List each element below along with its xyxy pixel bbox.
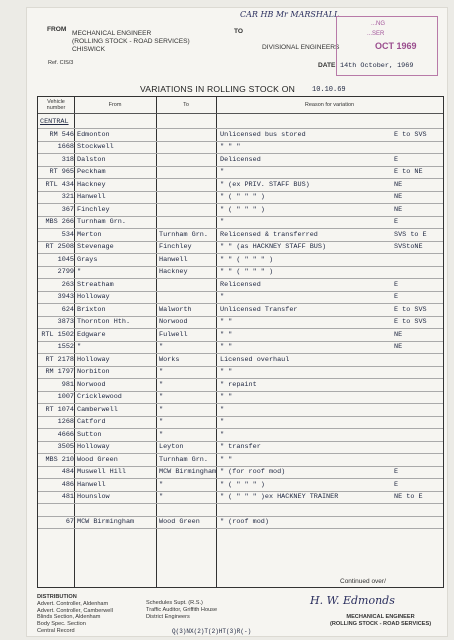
- from-cell: Stockwell: [77, 143, 114, 151]
- distribution-list: [37, 594, 113, 635]
- to-cell: Fulwell: [159, 330, 188, 339]
- table-row: [38, 429, 443, 441]
- table-row: [38, 391, 443, 403]
- to-cell: Norwood: [159, 318, 188, 326]
- to-cell: Leyton: [159, 443, 184, 451]
- vehicle-number-cell: 318: [61, 155, 74, 164]
- distribution-list-2: [146, 600, 217, 620]
- reason-cell: " " ": [220, 143, 241, 151]
- table-row: [38, 141, 443, 153]
- stamp-line-2: ...SER: [367, 31, 385, 37]
- vehicle-number-cell: 481: [61, 493, 74, 501]
- signature: H. W. Edmonds: [310, 594, 395, 607]
- table-row: [38, 166, 443, 178]
- reason-cell: ": [220, 418, 225, 426]
- vehicle-number-cell: 1552: [57, 343, 74, 351]
- vehicle-number-cell: RM 1797: [45, 368, 74, 376]
- status-code-cell: SVS to E: [394, 230, 427, 239]
- from-cell: Hanwell: [77, 193, 106, 201]
- reason-cell: " transfer: [220, 443, 261, 451]
- status-code-cell: NE to E: [394, 493, 423, 501]
- reason-cell: ": [220, 293, 225, 301]
- from-cell: Stevenage: [77, 243, 114, 251]
- reason-cell: Delicensed: [220, 155, 261, 164]
- to-cell: ": [159, 343, 164, 351]
- status-code-cell: NE: [394, 343, 403, 351]
- table-row: [38, 479, 443, 491]
- handwritten-code: Q(3)NX(2)T(2)HT(3)R(-): [172, 628, 252, 635]
- from-cell: Brixton: [77, 305, 106, 314]
- distribution-item: Schedules Supt. (R.S.): [146, 600, 203, 606]
- status-code-cell: E to SVS: [394, 130, 427, 139]
- from-cell: MCW Birmingham: [77, 518, 135, 526]
- reason-cell: " (ex PRIV. STAFF BUS): [220, 180, 310, 189]
- reason-cell: Relicensed & transferred: [220, 230, 318, 239]
- status-code-cell: E: [394, 280, 399, 289]
- distribution-item: Body Spec. Section: [37, 621, 86, 628]
- from-cell: Edgware: [77, 330, 106, 339]
- from-cell: Sutton: [77, 430, 102, 439]
- vehicle-number-cell: RT 965: [49, 168, 74, 176]
- distribution-item: Blinds Section, Aldenham: [37, 614, 101, 621]
- stamp-line-1: ...NG: [371, 21, 386, 27]
- to-cell: ": [159, 368, 164, 376]
- reason-cell: " ( " " " ): [220, 205, 265, 214]
- table-row: [38, 379, 443, 391]
- reason-cell: " ": [220, 330, 233, 339]
- vehicle-number-cell: MBS 266: [45, 218, 74, 226]
- stamp-date: OCT 1969: [375, 41, 417, 51]
- to-cell: ": [159, 493, 164, 501]
- to-cell: Wood Green: [159, 518, 200, 526]
- status-code-cell: E to SVS: [394, 318, 427, 326]
- from-cell: Norbiton: [77, 368, 110, 376]
- table-row: [38, 191, 443, 203]
- vehicle-number-cell: 1007: [57, 393, 74, 401]
- reason-cell: Unlicensed Transfer: [220, 305, 298, 314]
- table-row: [38, 291, 443, 303]
- continued-note: Continued over/: [340, 578, 386, 585]
- from-cell: Thornton Hth.: [77, 318, 131, 326]
- from-cell: CENTRAL: [40, 118, 69, 126]
- status-code-cell: E to SVS: [394, 305, 427, 314]
- from-line-1: MECHANICAL ENGINEER: [72, 30, 152, 37]
- status-code-cell: E: [394, 218, 399, 226]
- distribution-item: Traffic Auditor, Griffith House: [146, 606, 218, 613]
- reason-cell: " " (as HACKNEY STAFF BUS): [220, 243, 327, 251]
- table-row: [38, 279, 443, 291]
- row-divider: [38, 528, 443, 529]
- to-cell: ": [159, 380, 164, 389]
- col-header-from: From: [108, 102, 122, 108]
- to-cell: ": [159, 393, 164, 401]
- status-code-cell: E: [394, 155, 399, 164]
- reason-cell: ": [220, 218, 225, 226]
- from-cell: Holloway: [77, 355, 110, 364]
- table-row: [38, 504, 443, 516]
- from-cell: Finchley: [77, 205, 110, 214]
- vehicle-number-cell: RTL 1502: [41, 330, 74, 339]
- table-row: [38, 441, 443, 453]
- status-code-cell: E: [394, 480, 399, 489]
- from-line-2: (ROLLING STOCK - ROAD SERVICES): [72, 38, 190, 45]
- table-row: [38, 516, 443, 528]
- vehicle-number-cell: RT 2178: [45, 355, 74, 364]
- from-cell: ": [77, 268, 82, 276]
- vehicle-number-cell: 624: [61, 305, 74, 314]
- signatory-line-1: MECHANICAL ENGINEER: [346, 614, 415, 620]
- signatory-title: [330, 614, 431, 628]
- vehicle-number-cell: 1045: [57, 255, 74, 264]
- reason-cell: " repaint: [220, 380, 257, 389]
- table-row: [38, 216, 443, 228]
- from-cell: Camberwell: [77, 405, 118, 414]
- received-stamp: [336, 16, 438, 76]
- status-code-cell: NE: [394, 193, 403, 201]
- table-row: [38, 329, 443, 341]
- table-row: [38, 341, 443, 353]
- to-recipient: DIVISIONAL ENGINEERS: [262, 44, 340, 51]
- from-cell: Grays: [77, 255, 98, 264]
- from-cell: Wood Green: [77, 455, 118, 464]
- vehicle-number-cell: 321: [61, 193, 74, 201]
- table-row: [38, 241, 443, 253]
- vehicle-number-cell: RT 2508: [45, 243, 74, 251]
- reason-cell: ": [220, 168, 225, 176]
- reason-cell: " ": [220, 393, 233, 401]
- table-row: [38, 304, 443, 316]
- to-cell: Turnham Grn.: [159, 230, 208, 239]
- vehicle-number-cell: RTL 434: [45, 180, 74, 189]
- to-cell: ": [159, 418, 164, 426]
- variations-table: [37, 96, 444, 588]
- from-cell: Catford: [77, 418, 106, 426]
- table-row: [38, 204, 443, 216]
- distribution-item: Advert. Controller, Aldenham: [37, 600, 109, 607]
- from-cell: Streatham: [77, 280, 114, 289]
- table-row: [38, 354, 443, 366]
- date-value: 14th October, 1969: [340, 62, 414, 70]
- table-row: [38, 154, 443, 166]
- vehicle-number-cell: 3943: [57, 293, 74, 301]
- distribution-item: District Engineers: [146, 613, 190, 620]
- from-cell: Muswell Hill: [77, 468, 126, 476]
- to-cell: Walworth: [159, 305, 192, 314]
- status-code-cell: SVStoNE: [394, 243, 423, 251]
- to-label: TO: [234, 28, 244, 35]
- date-label: DATE: [318, 62, 336, 69]
- table-row: [38, 491, 443, 503]
- distribution-label: DISTRIBUTION: [37, 594, 77, 600]
- col-header-reason: Reason for variation: [304, 102, 355, 108]
- table-row: [38, 116, 443, 128]
- reason-cell: Licensed overhaul: [220, 355, 290, 364]
- from-cell: ": [77, 343, 82, 351]
- to-cell: Turnham Grn.: [159, 455, 208, 464]
- table-row: [38, 404, 443, 416]
- from-cell: Holloway: [77, 293, 110, 301]
- vehicle-number-cell: MBS 210: [45, 455, 74, 464]
- to-cell: Hanwell: [159, 255, 188, 264]
- table-row: [38, 179, 443, 191]
- signatory-line-2: (ROLLING STOCK - ROAD SERVICES): [330, 620, 432, 627]
- status-code-cell: NE: [394, 330, 403, 339]
- document-title-date: 10.10.69: [312, 86, 346, 94]
- from-cell: Hounslow: [77, 493, 110, 501]
- reason-cell: " ( " " " )ex HACKNEY TRAINER: [220, 493, 339, 501]
- reason-cell: " ( " " " ): [220, 480, 265, 489]
- to-cell: Finchley: [159, 243, 192, 251]
- reason-cell: " " ( " " " ): [220, 255, 274, 264]
- document-title: VARIATIONS IN ROLLING STOCK ON: [140, 84, 295, 94]
- vehicle-number-cell: 981: [61, 380, 74, 389]
- vehicle-number-cell: 486: [61, 480, 74, 489]
- table-row: [38, 266, 443, 278]
- to-cell: Works: [159, 355, 180, 364]
- to-cell: MCW Birmingham: [159, 468, 217, 476]
- table-row: [38, 416, 443, 428]
- table-row: [38, 129, 443, 141]
- from-label: FROM: [47, 26, 67, 33]
- from-address: [72, 30, 190, 54]
- to-cell: ": [159, 430, 164, 439]
- reason-cell: ": [220, 405, 225, 414]
- status-code-cell: E to NE: [394, 168, 423, 176]
- from-line-3: CHISWICK: [72, 46, 105, 53]
- from-cell: Turnham Grn.: [77, 218, 126, 226]
- reason-cell: " (for roof mod): [220, 468, 286, 476]
- vehicle-number-cell: 2799: [57, 268, 74, 276]
- col-header-to: To: [183, 102, 189, 108]
- from-cell: Norwood: [77, 380, 106, 389]
- vehicle-number-cell: 4666: [57, 430, 74, 439]
- vehicle-number-cell: 1668: [57, 143, 74, 151]
- col-header-vehicle-number: Vehicle number: [46, 99, 66, 111]
- from-cell: Cricklewood: [77, 393, 122, 401]
- vehicle-number-cell: 3505: [57, 443, 74, 451]
- vehicle-number-cell: RM 546: [49, 130, 74, 139]
- from-cell: Hackney: [77, 180, 106, 189]
- to-cell: ": [159, 480, 164, 489]
- header-divider: [38, 113, 443, 114]
- table-row: [38, 366, 443, 378]
- reason-cell: Relicensed: [220, 280, 261, 289]
- reason-cell: ": [220, 430, 225, 439]
- status-code-cell: E: [394, 468, 399, 476]
- reason-cell: " (roof mod): [220, 518, 269, 526]
- from-cell: Dalston: [77, 155, 106, 164]
- reason-cell: " ": [220, 455, 233, 464]
- vehicle-number-cell: 1268: [57, 418, 74, 426]
- vehicle-number-cell: 3873: [57, 318, 74, 326]
- from-cell: Hanwell: [77, 480, 106, 489]
- status-code-cell: NE: [394, 205, 403, 214]
- table-row: [38, 254, 443, 266]
- reason-cell: " " ( " " " ): [220, 268, 274, 276]
- from-cell: Merton: [77, 230, 102, 239]
- from-cell: Peckham: [77, 168, 106, 176]
- table-row: [38, 229, 443, 241]
- distribution-item: Central Record: [37, 627, 75, 634]
- table-row: [38, 454, 443, 466]
- vehicle-number-cell: 367: [61, 205, 74, 214]
- vehicle-number-cell: 67: [65, 518, 74, 526]
- status-code-cell: NE: [394, 180, 403, 189]
- reason-cell: " ": [220, 318, 233, 326]
- reason-cell: Unlicensed bus stored: [220, 130, 306, 139]
- to-cell: Hackney: [159, 268, 188, 276]
- vehicle-number-cell: 484: [61, 468, 74, 476]
- vehicle-number-cell: 534: [61, 230, 74, 239]
- status-code-cell: E: [394, 293, 399, 301]
- from-cell: Holloway: [77, 443, 110, 451]
- vehicle-number-cell: RT 1074: [45, 405, 74, 414]
- distribution-item: Advert. Controller, Camberwell: [37, 607, 113, 614]
- table-row: [38, 316, 443, 328]
- table-row: [38, 466, 443, 478]
- reason-cell: " ( " " " ): [220, 193, 265, 201]
- to-cell: ": [159, 405, 164, 414]
- to-handwritten: CAR HB Mr MARSHALL: [240, 10, 340, 19]
- from-cell: Edmonton: [77, 130, 110, 139]
- reason-cell: " ": [220, 343, 233, 351]
- vehicle-number-cell: 263: [61, 280, 74, 289]
- ref-number: Ref. CIS/3: [48, 60, 74, 66]
- reason-cell: " ": [220, 368, 233, 376]
